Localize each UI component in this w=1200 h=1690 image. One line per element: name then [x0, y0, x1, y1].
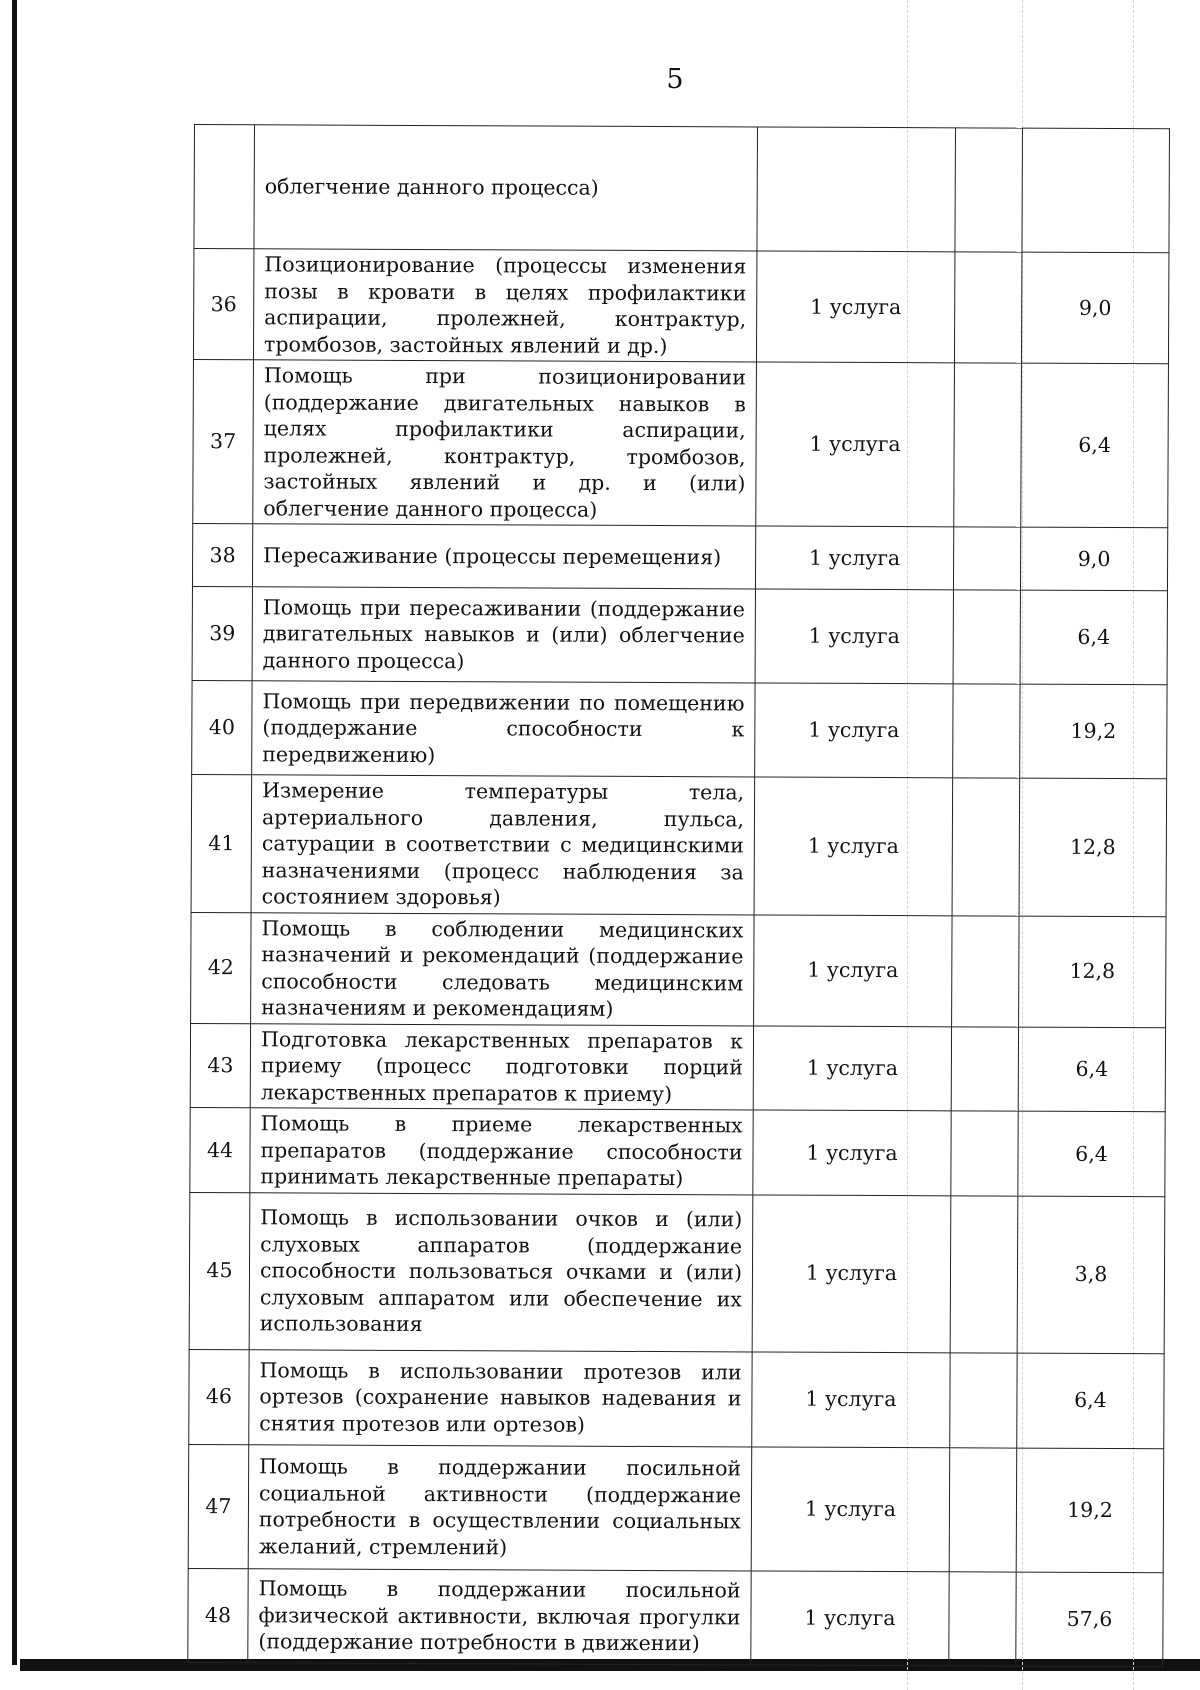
- row-number: [194, 125, 255, 249]
- table-row: [192, 523, 1167, 590]
- service-unit: 1 услуга: [752, 1351, 950, 1447]
- service-unit: 1 услуга: [756, 251, 954, 363]
- table-row: [188, 1444, 1164, 1572]
- empty-cell: [951, 1111, 1018, 1196]
- row-number: 47: [188, 1444, 249, 1568]
- empty-cell: [953, 590, 1020, 684]
- empty-cell: [954, 252, 1021, 363]
- service-unit: 1 услуга: [751, 1570, 949, 1665]
- service-value: 6,4: [1018, 1111, 1165, 1196]
- table-row: [193, 359, 1169, 527]
- service-value: 6,4: [1021, 363, 1169, 528]
- table-row: [190, 1023, 1165, 1112]
- service-value: 6,4: [1018, 1027, 1165, 1112]
- row-number: 44: [190, 1107, 250, 1192]
- empty-cell: [952, 778, 1020, 916]
- empty-cell: [953, 684, 1020, 778]
- service-value: 19,2: [1020, 684, 1167, 779]
- scan-left-border: [12, 0, 17, 1665]
- table-row: [192, 680, 1167, 778]
- services-table: [187, 124, 1170, 1667]
- table-row: [191, 774, 1167, 916]
- service-value: 3,8: [1017, 1196, 1165, 1354]
- table-row: [193, 249, 1168, 364]
- row-number: 41: [191, 774, 252, 912]
- empty-cell: [950, 1195, 1018, 1352]
- service-value: 12,8: [1019, 778, 1167, 916]
- row-number: 46: [189, 1349, 249, 1444]
- service-name: Помощь в соблюдении медицинских назначений и рекомендаций (поддержание способности следовать медицинским назначениям и рекомендациям): [251, 912, 754, 1025]
- service-name: Помощь при позиционировании (поддержание двигательных навыков в целях профилактики аспирации, пролежней, контрактур, тромбозов, застойных явлений и др. и (или) облегчение данного процесса): [253, 360, 757, 526]
- service-unit: 1 услуга: [755, 526, 953, 590]
- row-number: 42: [191, 912, 251, 1023]
- service-value: 19,2: [1016, 1448, 1164, 1573]
- service-value: 57,6: [1016, 1572, 1163, 1667]
- empty-cell: [953, 527, 1020, 590]
- service-name: Пересаживание (процессы перемещения): [252, 524, 755, 589]
- service-value: [1022, 128, 1170, 253]
- table-row: [191, 912, 1166, 1027]
- service-unit: 1 услуга: [752, 1194, 951, 1352]
- empty-cell: [950, 1352, 1017, 1447]
- table-row: [194, 125, 1170, 253]
- service-name: Помощь в использовании очков и (или) слуховых аппаратов (поддержание способности пользоваться очками и (или) слуховым аппаратом или обеспечение их использования: [249, 1192, 753, 1351]
- empty-cell: [954, 363, 1022, 527]
- service-name: облегчение данного процесса): [254, 125, 758, 251]
- service-value: 6,4: [1017, 1353, 1164, 1449]
- row-number: 40: [192, 680, 252, 774]
- table-row: [188, 1568, 1163, 1666]
- empty-cell: [952, 915, 1019, 1026]
- service-name: Помощь в поддержании посильной физической активности, включая прогулки (поддержание потребности в движении): [248, 1568, 751, 1664]
- table-row: [190, 1107, 1165, 1196]
- service-unit: 1 услуга: [751, 1446, 950, 1571]
- service-unit: 1 услуга: [755, 589, 953, 684]
- service-value: 6,4: [1020, 590, 1167, 685]
- service-unit: 1 услуга: [754, 914, 952, 1026]
- row-number: 43: [190, 1023, 250, 1108]
- row-number: 36: [193, 249, 253, 360]
- service-unit: 1 услуга: [754, 777, 953, 915]
- service-value: 9,0: [1021, 252, 1168, 364]
- service-name: Помощь в приеме лекарственных препаратов (поддержание способности принимать лекарственные препараты): [250, 1108, 753, 1195]
- service-name: Помощь при передвижении по помещению (поддержание способности к передвижению): [252, 681, 755, 777]
- empty-cell: [951, 1026, 1018, 1111]
- service-unit: 1 услуга: [753, 1110, 951, 1195]
- service-name: Помощь в поддержании посильной социальной активности (поддержание потребности в осуществлении социальных желаний, стремлений): [248, 1444, 752, 1570]
- service-value: 9,0: [1020, 527, 1167, 591]
- page-number: 5: [666, 64, 684, 95]
- table-row: [189, 1349, 1164, 1448]
- service-value: 12,8: [1019, 916, 1166, 1028]
- service-unit: 1 услуга: [753, 1025, 951, 1110]
- service-unit: 1 услуга: [756, 362, 955, 527]
- empty-cell: [949, 1447, 1017, 1571]
- row-number: 48: [188, 1568, 248, 1662]
- service-name: Помощь в использовании протезов или ортезов (сохранение навыков надевания и снятия протезов или ортезов): [249, 1349, 752, 1446]
- row-number: 39: [192, 586, 252, 680]
- empty-cell: [949, 1571, 1016, 1665]
- row-number: 38: [192, 523, 252, 586]
- table-row: [189, 1192, 1165, 1353]
- service-unit: 1 услуга: [755, 683, 953, 778]
- service-name: Измерение температуры тела, артериального давления, пульса, сатурации в соответствии с медицинскими назначениями (процесс наблюдения за состоянием здоровья): [251, 775, 755, 915]
- service-name: Подготовка лекарственных препаратов к приему (процесс подготовки порций лекарственных препаратов к приему): [250, 1023, 753, 1110]
- service-name: Позиционирование (процессы изменения позы в кровати в целях профилактики аспирации, пролежней, контрактур, тромбозов, застойных явлений и др.): [253, 249, 756, 362]
- row-number: 45: [189, 1192, 250, 1349]
- row-number: 37: [193, 359, 254, 523]
- service-name: Помощь при пересаживании (поддержание двигательных навыков и (или) облегчение данного процесса): [252, 587, 755, 683]
- empty-cell: [955, 128, 1023, 252]
- table-row: [192, 586, 1167, 684]
- service-unit: [757, 127, 956, 252]
